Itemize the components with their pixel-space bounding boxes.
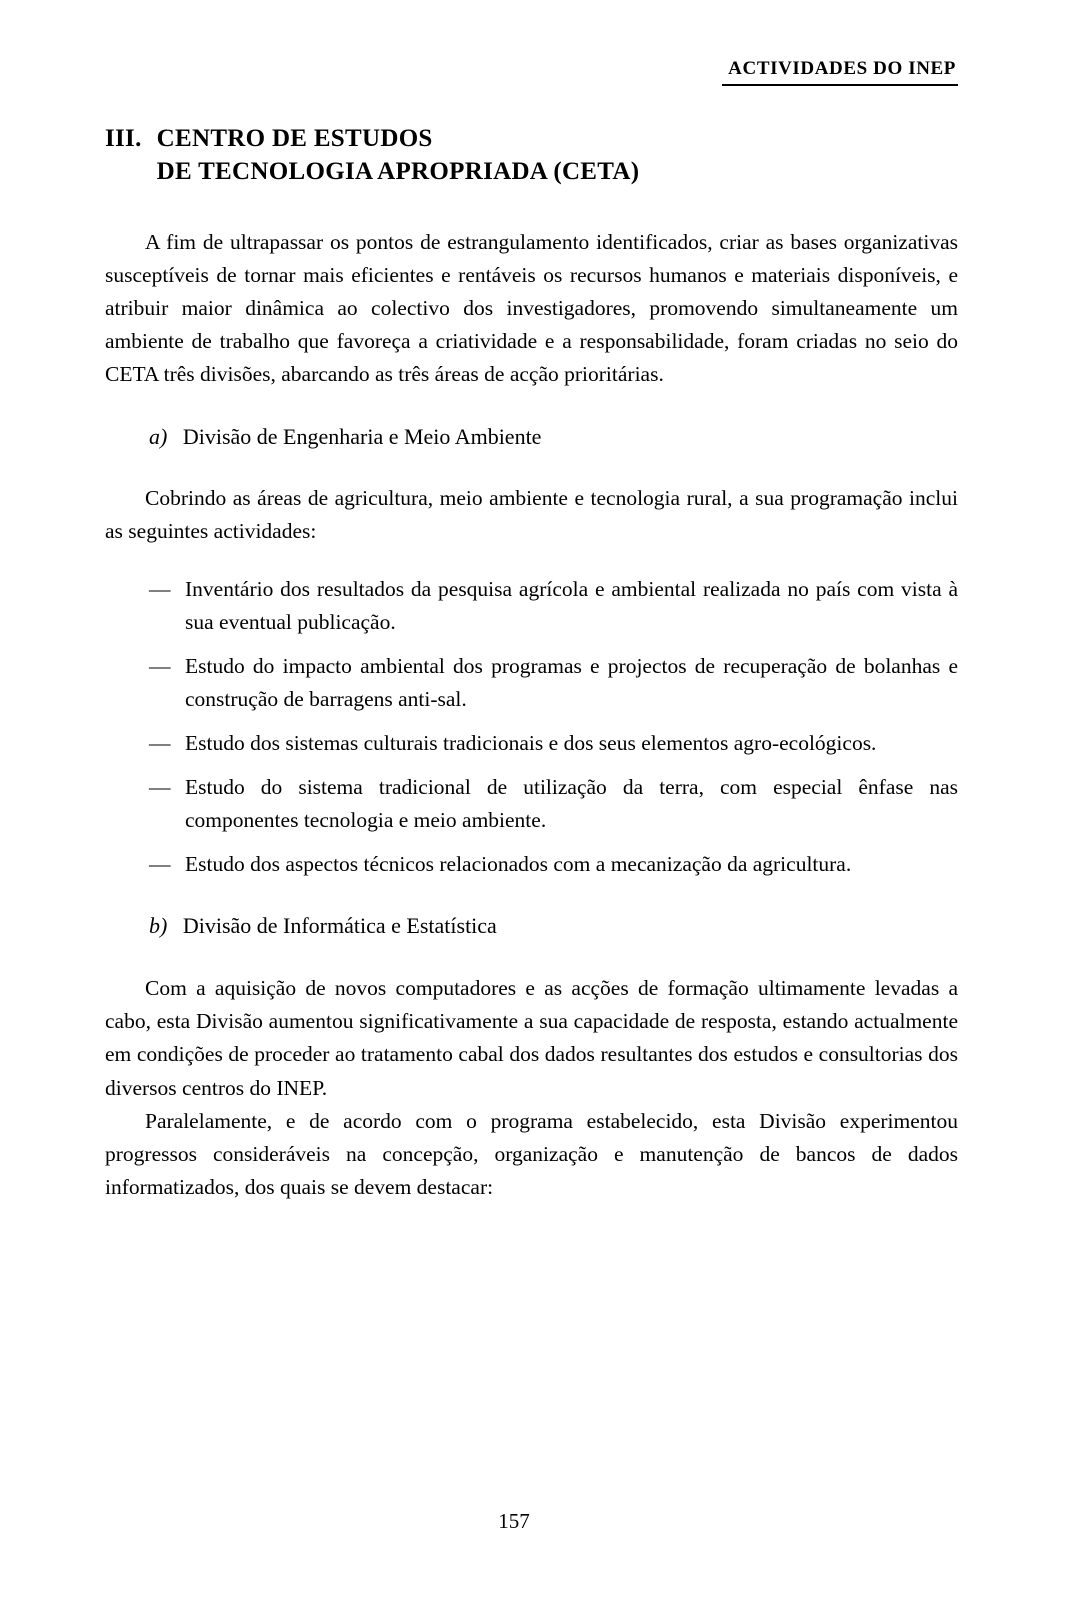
list-item-text: Estudo dos sistemas culturais tradicionais e dos seus elementos agro-ecológicos. bbox=[185, 731, 877, 755]
heading-number: III. bbox=[105, 125, 142, 152]
section-a-label: a) bbox=[149, 423, 168, 449]
list-item bbox=[149, 727, 958, 760]
heading-line-2: DE TECNOLOGIA APROPRIADA (CETA) bbox=[156, 158, 640, 185]
list-item bbox=[149, 650, 958, 716]
list-item-text: Estudo dos aspectos técnicos relacionados com a mecanização da agricultura. bbox=[185, 852, 852, 877]
section-b-title: Divisão de Informática e Estatística bbox=[182, 913, 497, 939]
dash-marker: — bbox=[149, 852, 171, 877]
intro-paragraph: A fim de ultrapassar os pontos de estrangulamento identificados, criar as bases organizativas susceptíveis de tornar mais eficientes e rentáveis os recursos humanos e materiais disponíveis, e atribuir maior dinâmica ao colectivo dos investigadores, promovendo simultaneamente um ambiente de trabalho que favoreça a criatividade e a responsabilidade, foram criadas no seio do CETA três divisões, abarcando as três áreas de acção prioritárias. bbox=[105, 230, 958, 387]
dash-marker: — bbox=[149, 653, 171, 678]
list-item bbox=[149, 573, 958, 639]
list-item-text: Estudo do impacto ambiental dos programas e projectos de recuperação de bolanhas e construção de barragens anti-sal. bbox=[185, 653, 958, 711]
section-b-heading bbox=[149, 911, 958, 942]
list-item-text: Inventário dos resultados da pesquisa agrícola e ambiental realizada no país com vista à sua eventual publicação. bbox=[185, 576, 958, 634]
section-a-lead: Cobrindo as áreas de agricultura, meio ambiente e tecnologia rural, a sua programação inclui as seguintes actividades: bbox=[105, 486, 958, 544]
section-a-list bbox=[149, 573, 958, 882]
list-item-text: Estudo do sistema tradicional de utilização da terra, com especial ênfase nas componentes tecnologia e meio ambiente. bbox=[185, 775, 958, 833]
section-b-paragraph-1: Com a aquisição de novos computadores e as acções de formação ultimamente levadas a cabo, esta Divisão aumentou significativamente a sua capacidade de resposta, estando actualmente em condições de proceder ao tratamento cabal dos dados resultantes dos estudos e consultorias dos diversos centros do INEP. bbox=[105, 976, 958, 1100]
page-title bbox=[105, 122, 958, 188]
heading-line-1: CENTRO DE ESTUDOS bbox=[156, 125, 433, 152]
page-number: 157 bbox=[498, 1509, 530, 1533]
section-a-title: Divisão de Engenharia e Meio Ambiente bbox=[182, 423, 542, 449]
section-b-label: b) bbox=[149, 913, 168, 939]
dash-marker: — bbox=[149, 731, 171, 755]
list-item bbox=[149, 848, 958, 881]
heading-lines bbox=[157, 122, 640, 188]
list-item bbox=[149, 771, 958, 837]
dash-marker: — bbox=[149, 775, 171, 800]
section-b-paragraph-2: Paralelamente, e de acordo com o programa estabelecido, esta Divisão experimentou progressos consideráveis na concepção, organização e manutenção de bancos de dados informatizados, dos quais se devem destacar: bbox=[105, 1108, 958, 1199]
running-header bbox=[105, 58, 958, 86]
running-header-text: ACTIVIDADES DO INEP bbox=[722, 58, 958, 86]
section-a-heading bbox=[149, 422, 958, 453]
dash-marker: — bbox=[149, 576, 171, 601]
